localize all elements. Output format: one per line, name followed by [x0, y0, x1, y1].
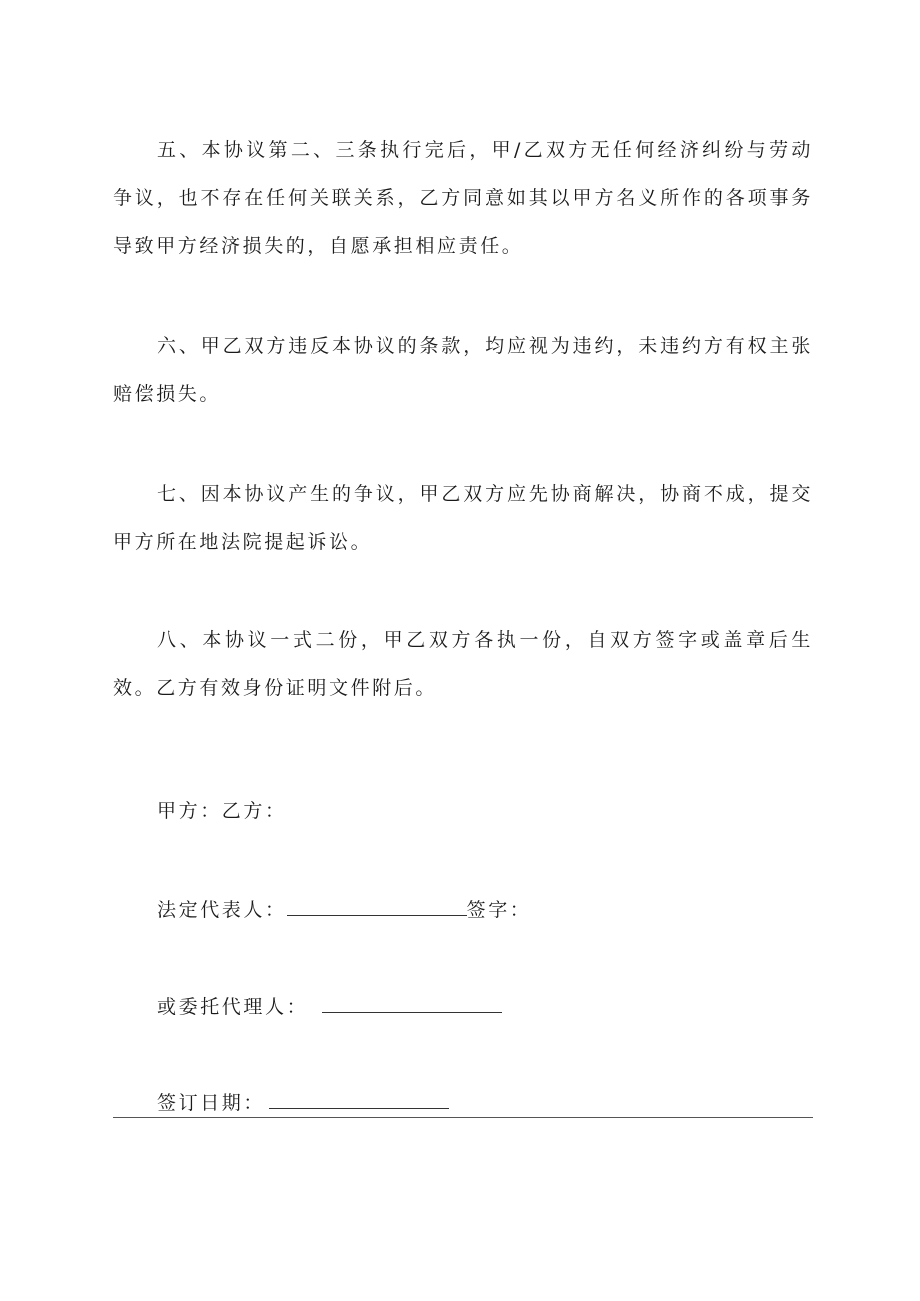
agent-line: [157, 994, 502, 1019]
clause-5: 五、本协议第二、三条执行完后，甲/乙双方无任何经济纠纷与劳动争议，也不存在任何关联关系，乙方同意如其以甲方名义所作的各项事务导致甲方经济损失的，自愿承担相应责任。: [113, 139, 813, 257]
agent-blank[interactable]: [322, 994, 502, 1013]
sign-label: 签字：: [466, 899, 532, 921]
parties-line: [157, 799, 287, 823]
clause-6: 六、甲乙双方违反本协议的条款，均应视为违约，未违约方有权主张赔偿损失。: [113, 335, 813, 405]
clause-7: 七、因本协议产生的争议，甲乙双方应先协商解决，协商不成，提交甲方所在地法院提起诉讼。: [113, 483, 813, 553]
date-blank[interactable]: [269, 1090, 449, 1109]
agent-label: 或委托代理人：: [157, 996, 309, 1018]
legal-rep-blank[interactable]: [287, 897, 467, 916]
parties-label: 甲方：乙方：: [157, 800, 287, 822]
bottom-divider: [113, 1117, 813, 1118]
date-label: 签订日期：: [157, 1092, 266, 1114]
legal-rep-line: [157, 897, 531, 922]
clause-8: 八、本协议一式二份，甲乙双方各执一份，自双方签字或盖章后生效。乙方有效身份证明文件附后。: [113, 629, 813, 699]
date-line: [157, 1090, 449, 1115]
legal-rep-label: 法定代表人：: [157, 899, 287, 921]
